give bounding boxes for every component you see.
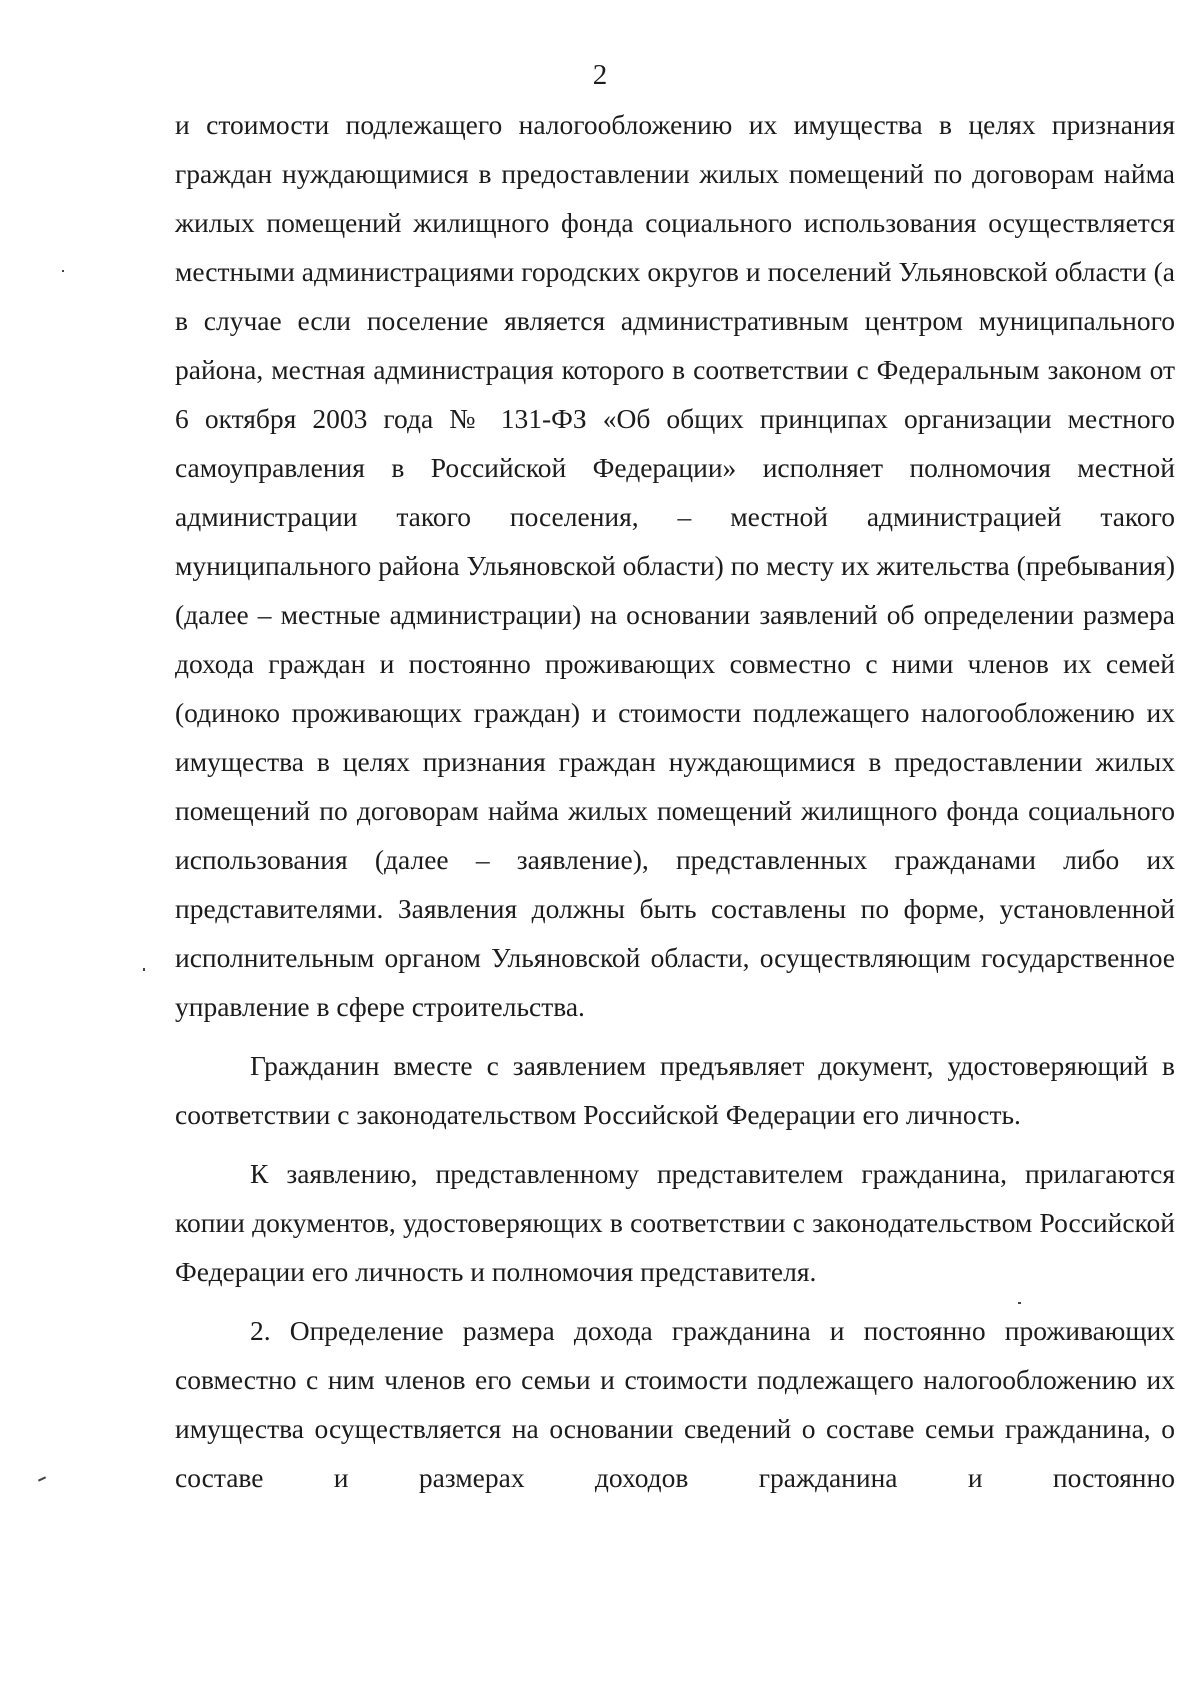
scan-speck [38,1476,46,1481]
paragraph-identity-document: Гражданин вместе с заявлением предъявляет документ, удостоверяющий в соответствии с законодательством Российской Федерации его личность. [175,1050,1175,1130]
paragraph-representative-documents: К заявлению, представленному представителем гражданина, прилагаются копии документов, удостоверяющих в соответствии с законодательством Российской Федерации его личность и полномочия представителя. [175,1158,1175,1287]
paragraph-section-2: 2. Определение размера дохода гражданина и постоянно проживающих совместно с ним членов его семьи и стоимости подлежащего налогообложению их имущества осуществляется на основании сведений о составе семьи гражданина, о составе и размерах доходов гражданина и постоянно [175,1315,1175,1493]
page-number: 2 [592,59,608,91]
scan-speck [1018,1302,1021,1304]
document-body [175,100,1175,1502]
paragraph-continuation: и стоимости подлежащего налогообложению их имущества в целях признания граждан нуждающимися в предоставлении жилых помещений по договорам найма жилых помещений жилищного фонда социального использования осуществляется местными администрациями городских округов и поселений Ульяновской области (а в случае если поселение является административным центром муниципального района, местная администрация которого в соответствии с Федеральным законом от 6 октября 2003 года № 131-ФЗ «Об общих принципах организации местного самоуправления в Российской Федерации» исполняет полномочия местной администрации такого поселения, – местной администрацией такого муниципального района Ульяновской области) по месту их жительства (пребывания) (далее – местные администрации) на основании заявлений об определении размера дохода граждан и постоянно проживающих совместно с ними членов их семей (одиноко проживающих граждан) и стоимости подлежащего налогообложению их имущества в целях признания граждан нуждающимися в предоставлении жилых помещений по договорам найма жилых помещений жилищного фонда социального использования (далее – заявление), представленных гражданами либо их представителями. Заявления должны быть составлены по форме, установленной исполнительным органом Ульяновской области, осуществляющим государственное управление в сфере строительства. [175,109,1175,1022]
scan-speck [143,968,145,971]
scan-speck [62,270,64,272]
